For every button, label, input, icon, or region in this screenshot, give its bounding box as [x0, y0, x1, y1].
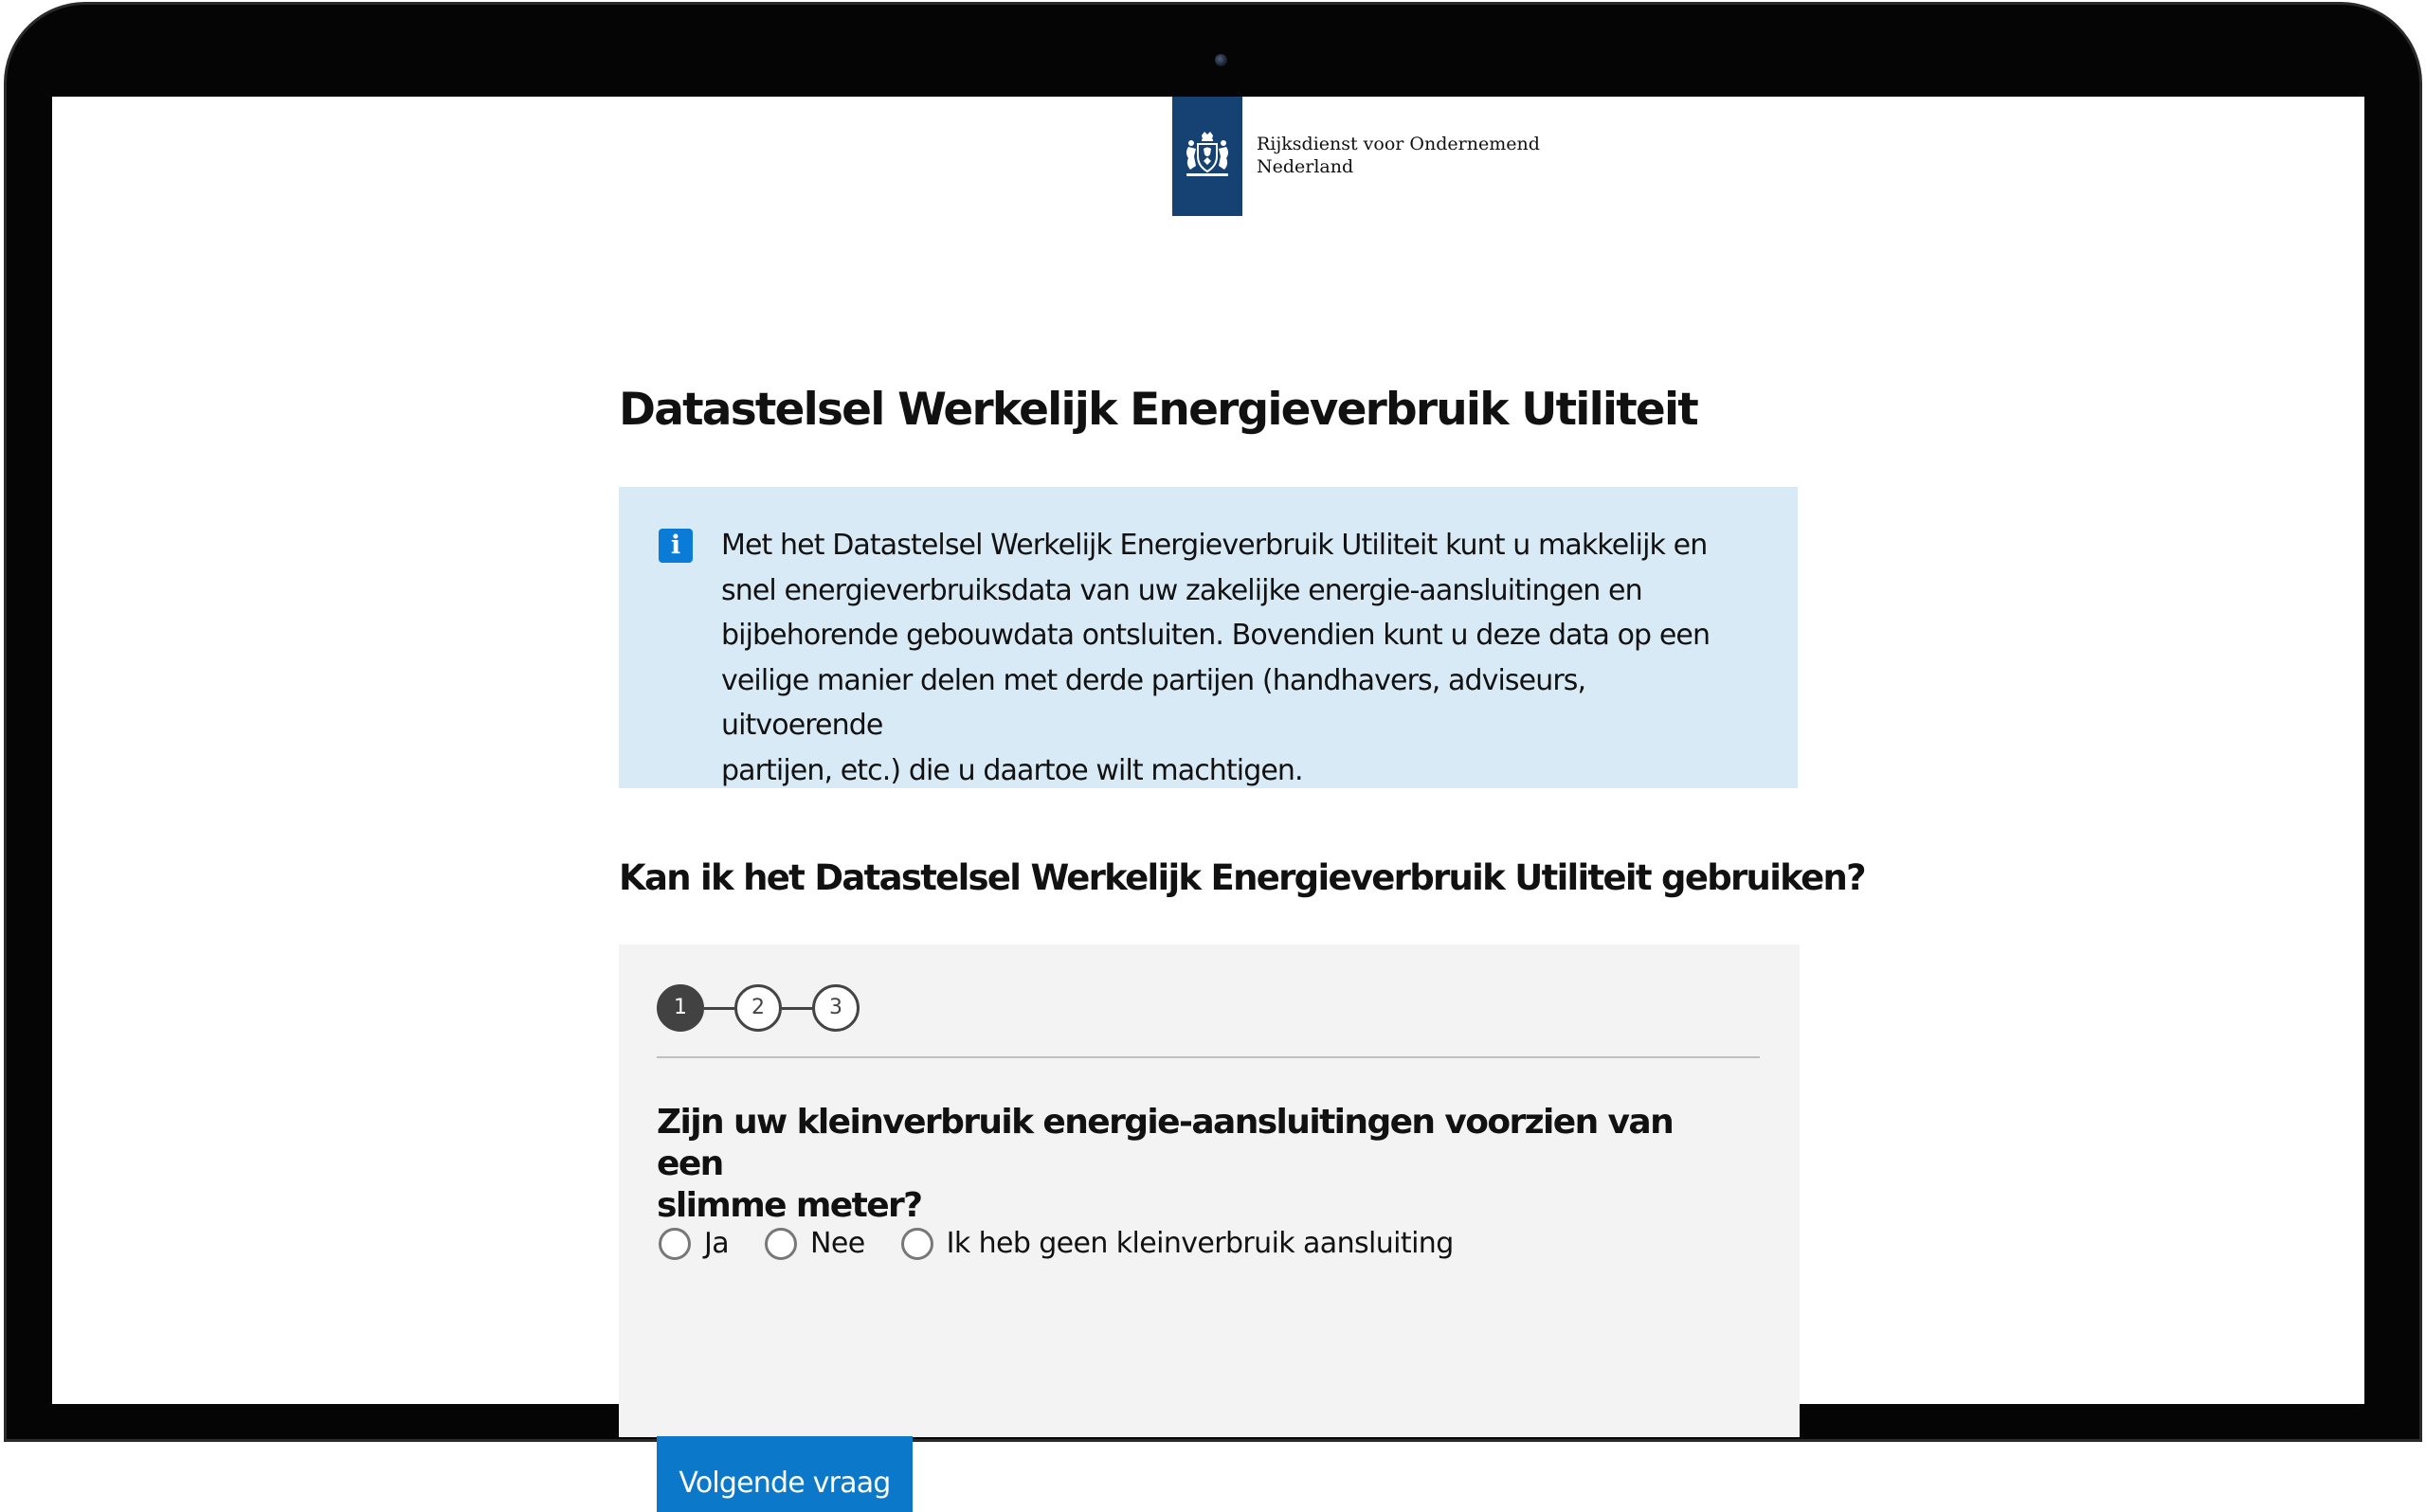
question-panel — [619, 945, 1800, 1500]
info-line: veilige manier delen met derde partijen (handhavers, adviseurs, uitvoerende — [721, 663, 1586, 742]
step-connector — [704, 1007, 734, 1010]
info-line: bijbehorende gebouwdata ontsluiten. Bovendien kunt u deze data op een — [721, 619, 1711, 652]
step-2: 2 — [734, 984, 782, 1032]
camera-icon — [1215, 54, 1227, 66]
info-line: Met het Datastelsel Werkelijk Energieverbruik Utiliteit kunt u makkelijk en — [721, 529, 1708, 562]
radio-option-geen-kleinverbruik[interactable] — [901, 1227, 1454, 1260]
radio-button-geen-kleinverbruik[interactable] — [901, 1228, 933, 1260]
radio-button-nee[interactable] — [765, 1228, 797, 1260]
info-icon: i — [659, 529, 693, 563]
coat-of-arms-icon — [1181, 130, 1234, 183]
radio-label-geen-kleinverbruik: Ik heb geen kleinverbruik aansluiting — [946, 1227, 1454, 1260]
info-text — [721, 523, 1750, 793]
radio-option-ja[interactable] — [659, 1227, 729, 1260]
next-question-button[interactable]: Volgende vraag — [657, 1436, 913, 1512]
stepper — [657, 984, 860, 1032]
logo-ribbon — [1172, 97, 1242, 216]
question-title — [657, 1102, 1718, 1227]
step-1: 1 — [657, 984, 704, 1032]
section-heading: Kan ik het Datastelsel Werkelijk Energieverbruik Utiliteit gebruiken? — [619, 857, 1865, 898]
panel-divider — [657, 1056, 1760, 1058]
answer-radio-group — [659, 1227, 1490, 1260]
info-line: partijen, etc.) die u daartoe wilt machtigen. — [721, 753, 1303, 787]
question-title-line-1: Zijn uw kleinverbruik energie-aansluitingen voorzien van een — [657, 1103, 1674, 1183]
radio-option-nee[interactable] — [765, 1227, 865, 1260]
step-3: 3 — [812, 984, 860, 1032]
step-connector — [782, 1007, 812, 1010]
question-title-line-2: slimme meter? — [657, 1186, 922, 1225]
logo-line-1: Rijksdienst voor Ondernemend — [1257, 134, 1540, 154]
browser-screen — [52, 97, 2364, 1500]
radio-label-nee: Nee — [810, 1227, 865, 1260]
radio-button-ja[interactable] — [659, 1228, 691, 1260]
info-box — [619, 487, 1798, 788]
logo-text — [1257, 133, 1540, 178]
page-title: Datastelsel Werkelijk Energieverbruik Utiliteit — [619, 384, 1697, 436]
logo-line-2: Nederland — [1257, 156, 1354, 177]
radio-label-ja: Ja — [704, 1227, 730, 1260]
site-logo[interactable] — [1172, 97, 1540, 216]
info-line: snel energieverbruiksdata van uw zakelijke energie-aansluitingen en — [721, 573, 1642, 607]
